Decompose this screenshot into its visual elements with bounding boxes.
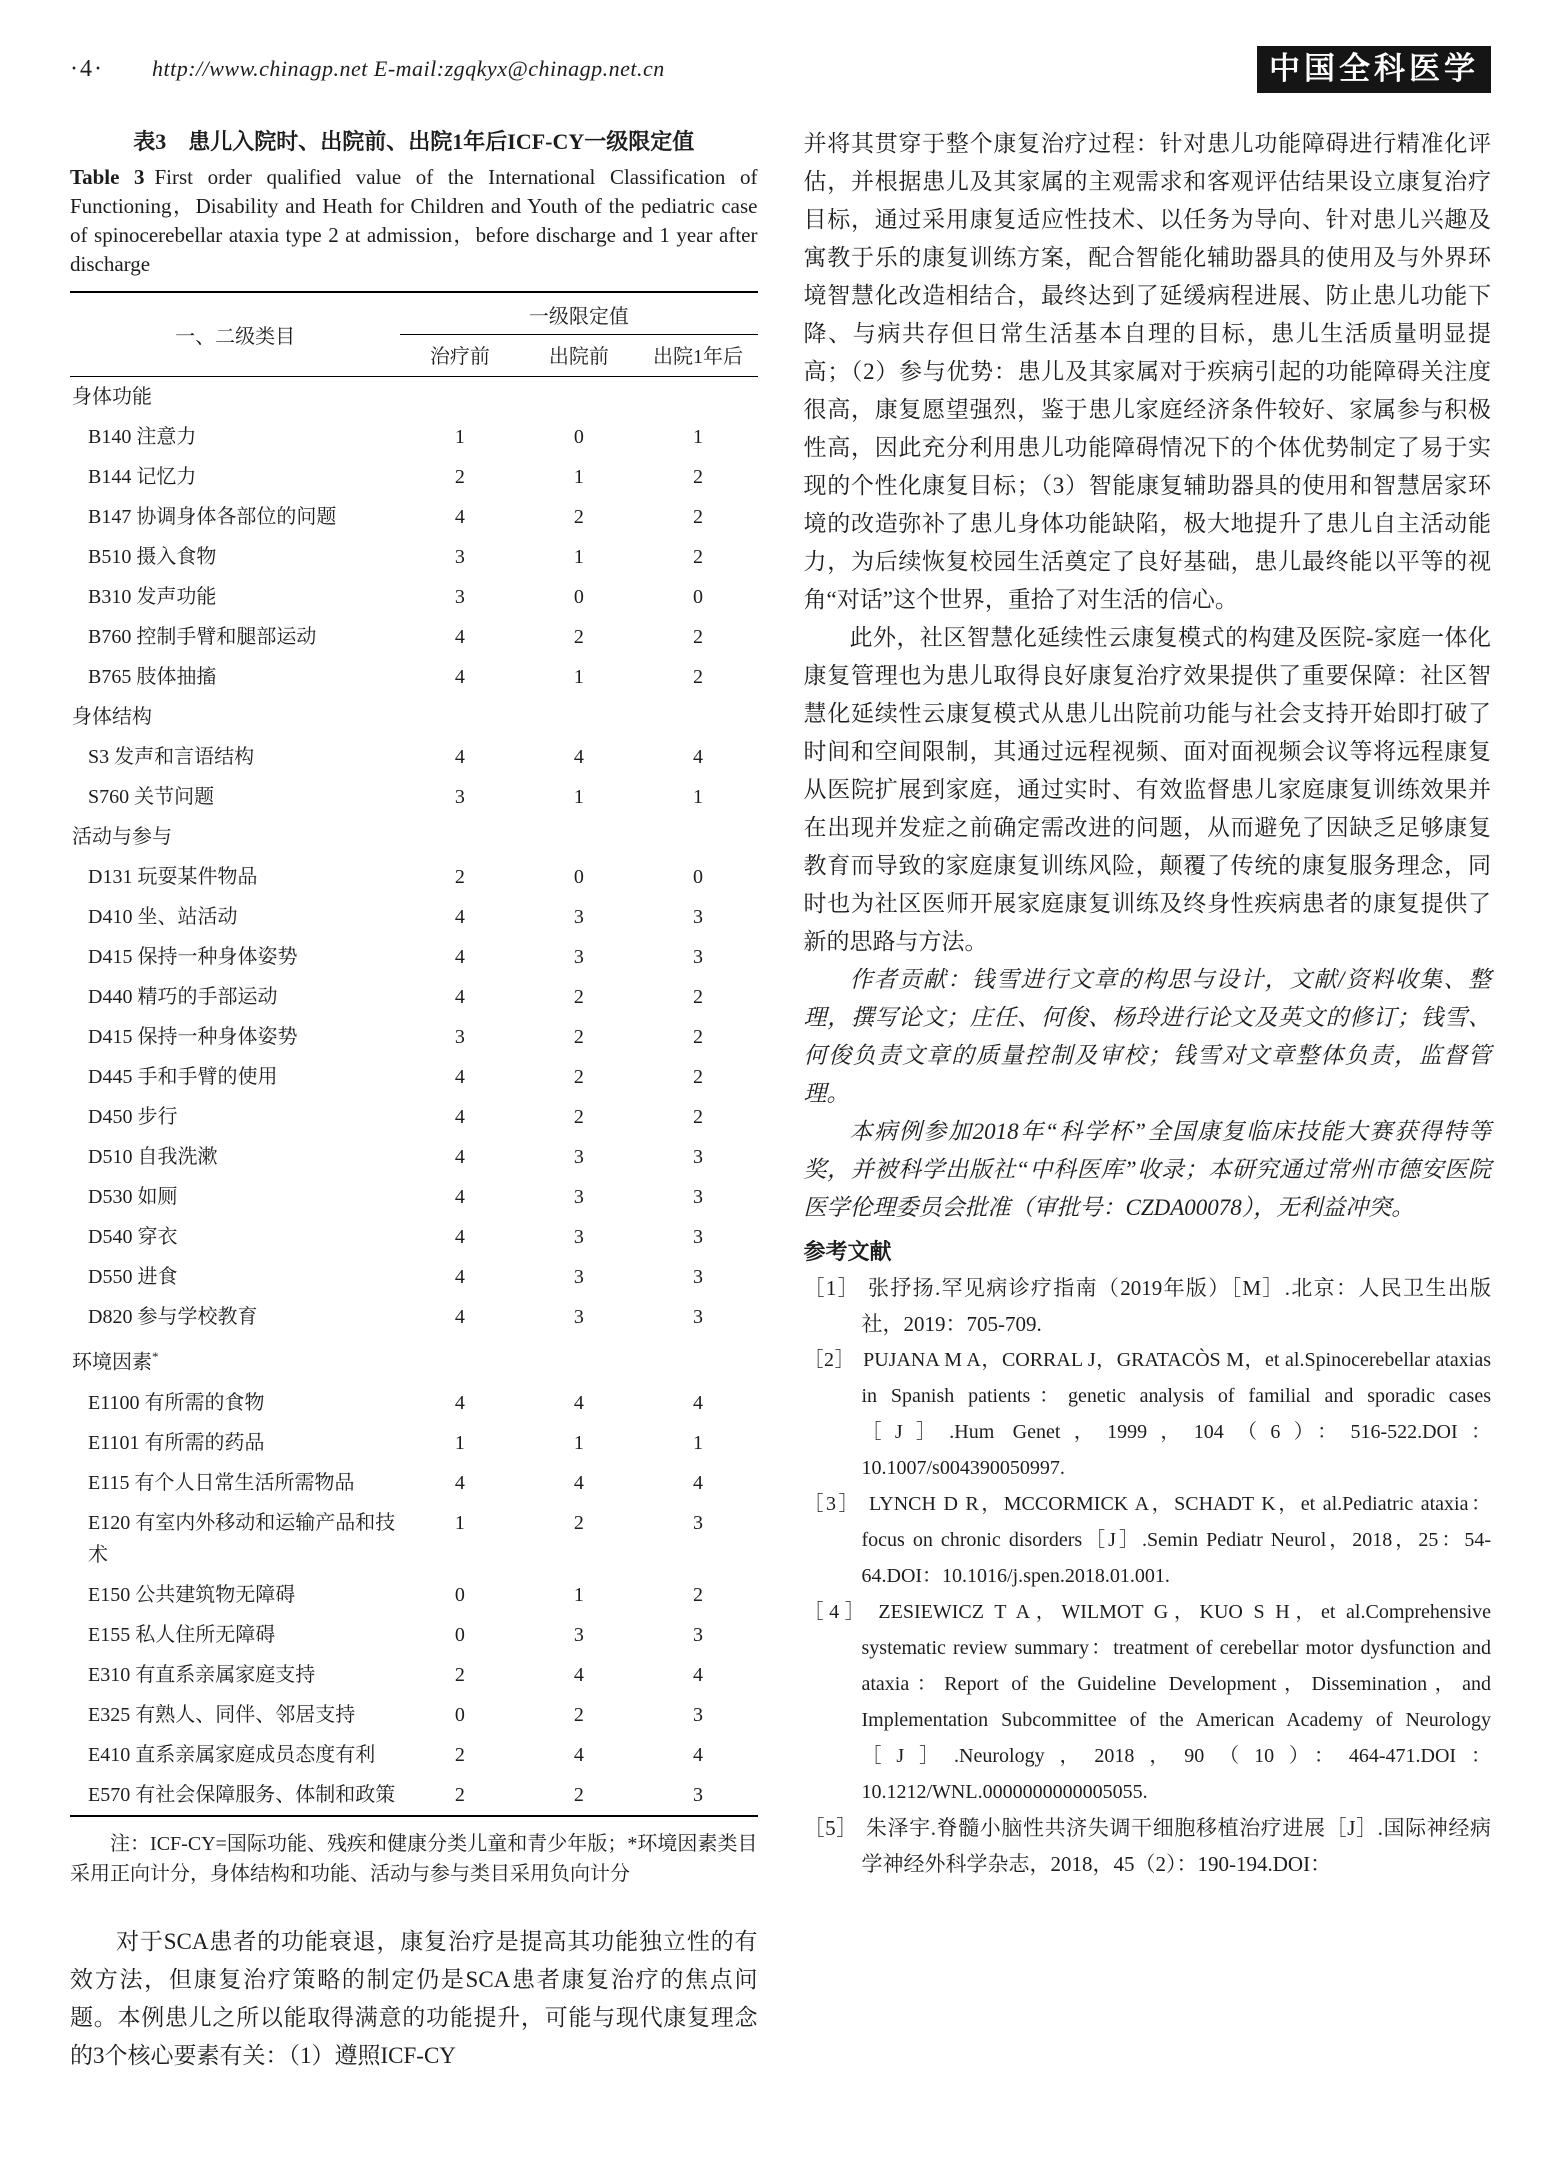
table-data-row xyxy=(70,1383,758,1423)
category-cell: B760 控制手臂和腿部运动 xyxy=(88,626,317,648)
table-data-row xyxy=(70,537,758,577)
journal-logo: 中国全科医学 xyxy=(1257,46,1491,93)
qualifier-value-cell: 1 xyxy=(573,546,584,568)
qualifier-value-cell: 4 xyxy=(692,1663,703,1686)
category-cell: D550 进食 xyxy=(88,1266,178,1288)
qualifier-value-cell: 3 xyxy=(454,586,465,608)
qualifier-value-cell: 2 xyxy=(454,1743,465,1766)
reference-text: LYNCH D R，MCCORMICK A，SCHADT K，et al.Pediatric ataxia：focus on chronic disorders［J］.Semin Pediatr Neurol，2018，25：54-64.DOI：10.1016/j.spen.2018.01.001. xyxy=(861,1493,1491,1587)
statement-paragraph: 本病例参加2018年“科学杯”全国康复临床技能大赛获得特等奖，并被科学出版社“中科医库”收录；本研究通过常州市德安医院医学伦理委员会批准（审批号：CZDA00078），无利益冲突。 xyxy=(803,1119,1491,1220)
table-data-row xyxy=(70,1775,758,1816)
qualifier-value-cell: 0 xyxy=(454,1583,465,1606)
journal-contact-info: http://www.chinagp.net E-mail:zgqkyx@chinagp.net.cn xyxy=(151,56,665,81)
category-cell: D410 坐、站活动 xyxy=(88,906,238,928)
category-cell: S760 关节问题 xyxy=(88,786,215,808)
qualifier-value-cell: 1 xyxy=(573,1583,584,1606)
qualifier-value-cell: 4 xyxy=(454,1471,465,1494)
category-cell: B144 记忆力 xyxy=(88,466,197,488)
qualifier-value-cell xyxy=(638,817,757,857)
table-data-row xyxy=(70,1423,758,1463)
qualifier-value-cell: 3 xyxy=(692,1511,703,1534)
category-cell: E410 直系亲属家庭成员态度有利 xyxy=(88,1743,376,1766)
qualifier-value-cell: 0 xyxy=(573,426,584,448)
qualifier-value-cell xyxy=(400,817,519,857)
category-cell: D415 保持一种身体姿势 xyxy=(88,1026,298,1048)
qualifier-value-cell: 2 xyxy=(692,546,703,568)
qualifier-value-cell: 4 xyxy=(454,666,465,688)
table-data-row xyxy=(70,497,758,537)
statement-paragraph: 作者贡献：钱雪进行文章的构思与设计，文献/资料收集、整理，撰写论文；庄任、何俊、杨玲进行论文及英文的修订；钱雪、何俊负责文章的质量控制及审校；钱雪对文章整体负责，监督管理。 xyxy=(803,967,1491,1106)
table-data-row xyxy=(70,1297,758,1337)
qualifier-value-cell: 0 xyxy=(573,586,584,608)
qualifier-value-cell: 3 xyxy=(573,946,584,968)
qualifier-value-cell: 3 xyxy=(692,1186,703,1208)
column-header-one-year-after: 出院1年后 xyxy=(638,335,757,377)
qualifier-value-cell: 3 xyxy=(692,1266,703,1288)
qualifier-value-cell: 2 xyxy=(692,1066,703,1088)
qualifier-value-cell: 2 xyxy=(454,1663,465,1686)
category-cell: D530 如厕 xyxy=(88,1186,178,1208)
category-cell: 环境因素* xyxy=(72,1349,159,1374)
category-cell: D440 精巧的手部运动 xyxy=(88,986,278,1008)
qualifier-value-cell: 2 xyxy=(692,1583,703,1606)
qualifier-value-cell: 0 xyxy=(454,1623,465,1646)
qualifier-value-cell: 3 xyxy=(573,1226,584,1248)
left-column xyxy=(70,125,758,2075)
qualifier-value-cell: 0 xyxy=(573,866,584,888)
qualifier-value-cell: 4 xyxy=(573,1471,584,1494)
reference-text: 张抒扬.罕见病诊疗指南（2019年版）［M］.北京：人民卫生出版社，2019：705-709. xyxy=(861,1276,1491,1336)
qualifier-value-cell: 1 xyxy=(573,1431,584,1454)
reference-text: PUJANA M A，CORRAL J，GRATACÒS M，et al.Spinocerebellar ataxias in Spanish patients：genetic analysis of familial and sporadic cases［J］.Hum Genet，1999，104（6）：516-522.DOI：10.1007/s004390050997. xyxy=(861,1349,1492,1479)
table-section-row xyxy=(70,697,758,737)
qualifier-value-cell: 3 xyxy=(692,1783,703,1806)
table-section-row xyxy=(70,1337,758,1383)
reference-number: ［3］ xyxy=(803,1493,862,1515)
table-data-row xyxy=(70,1137,758,1177)
qualifier-value-cell: 2 xyxy=(573,626,584,648)
qualifier-value-cell: 3 xyxy=(573,1186,584,1208)
qualifier-value-cell xyxy=(519,377,638,418)
qualifier-value-cell: 2 xyxy=(573,1703,584,1726)
table-data-row xyxy=(70,1217,758,1257)
qualifier-value-cell: 2 xyxy=(692,1026,703,1048)
qualifier-value-cell: 4 xyxy=(454,626,465,648)
qualifier-value-cell: 2 xyxy=(692,666,703,688)
qualifier-value-cell: 1 xyxy=(692,426,703,448)
qualifier-value-cell: 1 xyxy=(692,786,703,808)
qualifier-value-cell: 4 xyxy=(573,1743,584,1766)
qualifier-value-cell: 0 xyxy=(454,1703,465,1726)
qualifier-value-cell: 4 xyxy=(454,746,465,768)
table-caption-en-label: Table 3 xyxy=(70,165,145,189)
qualifier-value-cell: 4 xyxy=(692,1743,703,1766)
footnote-asterisk: * xyxy=(152,1349,159,1364)
qualifier-value-cell: 2 xyxy=(692,1106,703,1128)
right-paragraphs xyxy=(804,125,1492,1227)
table-data-row xyxy=(70,1097,758,1137)
qualifier-value-cell: 1 xyxy=(454,1431,465,1454)
table-data-row xyxy=(70,1695,758,1735)
qualifier-value-cell: 3 xyxy=(692,1306,703,1328)
category-cell: E1101 有所需的药品 xyxy=(88,1431,265,1454)
table-data-row xyxy=(70,977,758,1017)
category-cell: E120 有室内外移动和运输产品和技术 xyxy=(88,1511,396,1566)
category-cell: B140 注意力 xyxy=(88,426,197,448)
qualifier-value-cell: 3 xyxy=(692,1623,703,1646)
body-paragraph: 并将其贯穿于整个康复治疗过程：针对患儿功能障碍进行精准化评估，并根据患儿及其家属的主观需求和客观评估结果设立康复治疗目标，通过采用康复适应性技术、以任务为导向、针对患儿兴趣及寓教于乐的康复训练方案，配合智能化辅助器具的使用及与外界环境智慧化改造相结合，最终达到了延缓病程进展、防止患儿功能下降、与病共存但日常生活基本自理的目标，患儿生活质量明显提高；（2）参与优势：患儿及其家属对于疾病引起的功能障碍关注度很高，康复愿望强烈，鉴于患儿家庭经济条件较好、家属参与积极性高，因此充分利用患儿功能障碍情况下的个体优势制定了易于实现的个性化康复目标；（3）智能康复辅助器具的使用和智慧居家环境的改造弥补了患儿身体功能缺陷，极大地提升了患儿自主活动能力，为后续恢复校园生活奠定了良好基础，患儿最终能以平等的视角“对话”这个世界，重拾了对生活的信心。 xyxy=(803,131,1491,612)
qualifier-value-cell: 4 xyxy=(454,986,465,1008)
table-section-row xyxy=(70,817,758,857)
left-body-paragraph: 对于SCA患者的功能衰退，康复治疗是提高其功能独立性的有效方法，但康复治疗策略的制定仍是SCA患者康复治疗的焦点问题。本例患儿之所以能取得满意的功能提升，可能与现代康复理念的3个核心要素有关：（1）遵照ICF-CY xyxy=(70,1928,758,2068)
qualifier-value-cell: 4 xyxy=(454,946,465,968)
qualifier-value-cell: 2 xyxy=(692,506,703,528)
qualifier-value-cell: 3 xyxy=(573,1623,584,1646)
category-cell: D131 玩耍某件物品 xyxy=(88,866,258,888)
category-cell: 身体功能 xyxy=(72,386,152,408)
qualifier-value-cell: 4 xyxy=(454,1391,465,1414)
references-title: 参考文献 xyxy=(803,1239,892,1264)
qualifier-value-cell: 3 xyxy=(692,1703,703,1726)
table-note: 注：ICF-CY=国际功能、残疾和健康分类儿童和青少年版；*环境因素类目采用正向计分，身体结构和功能、活动与参与类目采用负向计分 xyxy=(70,1832,758,1885)
table-data-row xyxy=(70,1257,758,1297)
qualifier-value-cell: 1 xyxy=(454,1511,465,1534)
category-cell: B147 协调身体各部位的问题 xyxy=(88,506,337,528)
table-data-row xyxy=(70,617,758,657)
table-data-row xyxy=(70,1017,758,1057)
qualifier-value-cell: 1 xyxy=(454,426,465,448)
qualifier-value-cell: 4 xyxy=(454,1146,465,1168)
qualifier-value-cell: 4 xyxy=(454,1106,465,1128)
category-cell: D415 保持一种身体姿势 xyxy=(88,946,298,968)
qualifier-value-cell xyxy=(400,1337,519,1383)
category-cell: E325 有熟人、同伴、邻居支持 xyxy=(88,1703,356,1726)
table-data-row xyxy=(70,1735,758,1775)
reference-number: ［4］ xyxy=(803,1601,871,1623)
qualifier-value-cell: 3 xyxy=(573,1266,584,1288)
table-data-row xyxy=(70,1463,758,1503)
qualifier-value-cell: 2 xyxy=(573,986,584,1008)
right-column xyxy=(804,125,1492,2075)
table-data-row xyxy=(70,1655,758,1695)
qualifier-value-cell: 2 xyxy=(573,1106,584,1128)
qualifier-value-cell: 1 xyxy=(573,466,584,488)
category-cell: S3 发声和言语结构 xyxy=(88,746,255,768)
table-data-row xyxy=(70,1575,758,1615)
qualifier-value-cell: 4 xyxy=(692,1391,703,1414)
qualifier-value-cell: 2 xyxy=(573,1783,584,1806)
table-data-row xyxy=(70,1503,758,1575)
category-cell: D445 手和手臂的使用 xyxy=(88,1066,278,1088)
column-header-pretreatment: 治疗前 xyxy=(400,335,519,377)
table-data-row xyxy=(70,1177,758,1217)
qualifier-value-cell: 4 xyxy=(454,1226,465,1248)
qualifier-value-cell: 3 xyxy=(573,1306,584,1328)
category-cell: E115 有个人日常生活所需物品 xyxy=(88,1471,355,1494)
qualifier-value-cell xyxy=(400,697,519,737)
table-data-row xyxy=(70,897,758,937)
category-cell: B310 发声功能 xyxy=(88,586,217,608)
page-header xyxy=(70,46,1491,93)
qualifier-value-cell: 4 xyxy=(573,1391,584,1414)
qualifier-value-cell: 0 xyxy=(692,866,703,888)
references-list xyxy=(804,1270,1492,1882)
reference-item xyxy=(804,1270,1492,1342)
qualifier-value-cell: 3 xyxy=(454,546,465,568)
table-data-row xyxy=(70,737,758,777)
qualifier-value-cell xyxy=(519,1337,638,1383)
reference-text: ZESIEWICZ T A，WILMOT G，KUO S H，et al.Comprehensive systematic review summary：treatment of cerebellar motor dysfunction and ataxia：Report of the Guideline Development，Dissemination，and Implementation Subcommittee of the American Academy of Neurology［J］.Neurology，2018，90（10）：464-471.DOI：10.1212/WNL.0000000000005055. xyxy=(861,1601,1492,1803)
category-cell: E155 私人住所无障碍 xyxy=(88,1623,276,1646)
table-data-row xyxy=(70,457,758,497)
qualifier-value-cell: 3 xyxy=(454,786,465,808)
qualifier-value-cell: 4 xyxy=(573,1663,584,1686)
qualifier-value-cell: 2 xyxy=(454,1783,465,1806)
qualifier-value-cell: 2 xyxy=(454,466,465,488)
qualifier-value-cell: 4 xyxy=(573,746,584,768)
qualifier-value-cell: 4 xyxy=(454,1186,465,1208)
qualifier-value-cell: 1 xyxy=(573,786,584,808)
qualifier-value-cell: 3 xyxy=(573,906,584,928)
header-left xyxy=(70,56,665,83)
reference-number: ［5］ xyxy=(803,1816,858,1840)
qualifier-value-cell: 3 xyxy=(692,1226,703,1248)
category-cell: D820 参与学校教育 xyxy=(88,1306,258,1328)
qualifier-value-cell: 2 xyxy=(573,506,584,528)
category-cell: B765 肢体抽搐 xyxy=(88,666,217,688)
qualifier-value-cell: 2 xyxy=(454,866,465,888)
table-data-row xyxy=(70,777,758,817)
qualifier-value-cell: 3 xyxy=(454,1026,465,1048)
column-header-predischarge: 出院前 xyxy=(519,335,638,377)
category-cell: B510 摄入食物 xyxy=(88,546,217,568)
category-cell: D540 穿衣 xyxy=(88,1226,178,1248)
qualifier-value-cell xyxy=(638,1337,757,1383)
qualifier-value-cell: 1 xyxy=(692,1431,703,1454)
reference-number: ［1］ xyxy=(803,1276,860,1300)
body-paragraph: 此外，社区智慧化延续性云康复模式的构建及医院-家庭一体化康复管理也为患儿取得良好康复治疗效果提供了重要保障：社区智慧化延续性云康复模式从患儿出院前功能与社会支持开始即打破了时间和空间限制，其通过远程视频、面对面视频会议等将远程康复从医院扩展到家庭，通过实时、有效监督患儿家庭康复训练效果并在出现并发症之前确定需改进的问题，从而避免了因缺乏足够康复教育而导致的家庭康复训练风险，颠覆了传统的康复服务理念，同时也为社区医师开展家庭康复训练及终身性疾病患者的康复提供了新的思路与方法。 xyxy=(803,625,1491,954)
qualifier-value-cell xyxy=(638,697,757,737)
reference-text: 朱泽宇.脊髓小脑性共济失调干细胞移植治疗进展［J］.国际神经病学神经外科学杂志，2018，45（2）：190-194.DOI： xyxy=(861,1816,1492,1876)
table-data-row xyxy=(70,1615,758,1655)
category-cell: 活动与参与 xyxy=(72,826,172,848)
qualifier-value-cell: 3 xyxy=(573,1146,584,1168)
category-cell: E570 有社会保障服务、体制和政策 xyxy=(88,1783,396,1806)
qualifier-value-cell: 3 xyxy=(692,1146,703,1168)
qualifier-value-cell xyxy=(519,697,638,737)
reference-number: ［2］ xyxy=(803,1349,856,1371)
icf-qualifier-table xyxy=(70,291,758,1817)
category-cell: E150 公共建筑物无障碍 xyxy=(88,1583,296,1606)
table-section-row xyxy=(70,377,758,418)
table-data-row xyxy=(70,937,758,977)
qualifier-value-cell: 4 xyxy=(692,746,703,768)
qualifier-value-cell: 2 xyxy=(573,1026,584,1048)
category-cell: D510 自我洗漱 xyxy=(88,1146,218,1168)
qualifier-value-cell: 3 xyxy=(692,946,703,968)
qualifier-value-cell: 4 xyxy=(454,1266,465,1288)
table-data-row xyxy=(70,417,758,457)
table-caption-zh: 表3 患儿入院时、出院前、出院1年后ICF-CY一级限定值 xyxy=(133,129,695,154)
qualifier-value-cell: 2 xyxy=(692,466,703,488)
column-group-header: 一级限定值 xyxy=(400,292,757,335)
table-data-row xyxy=(70,1057,758,1097)
icf-table-body xyxy=(70,377,758,1816)
icf-table-header xyxy=(70,292,758,377)
category-cell: 身体结构 xyxy=(72,706,152,728)
reference-item xyxy=(804,1594,1492,1810)
table-caption-en-text: First order qualified value of the International Classification of Functioning，Disability and Heath for Children and Youth of the pediatric case of spinocerebellar ataxia type 2 at admission，before discharge and 1 year after discharge xyxy=(70,165,758,276)
reference-item xyxy=(804,1486,1492,1594)
qualifier-value-cell: 4 xyxy=(454,1306,465,1328)
qualifier-value-cell: 2 xyxy=(692,626,703,648)
table-data-row xyxy=(70,857,758,897)
qualifier-value-cell: 2 xyxy=(573,1511,584,1534)
qualifier-value-cell: 2 xyxy=(573,1066,584,1088)
qualifier-value-cell xyxy=(638,377,757,418)
qualifier-value-cell: 2 xyxy=(692,986,703,1008)
table-caption-en xyxy=(70,163,758,279)
reference-item xyxy=(804,1810,1492,1882)
table-data-row xyxy=(70,577,758,617)
page-number: ·4· xyxy=(70,56,104,82)
category-cell: E1100 有所需的食物 xyxy=(88,1391,265,1414)
qualifier-value-cell: 0 xyxy=(692,586,703,608)
qualifier-value-cell: 1 xyxy=(573,666,584,688)
two-column-layout xyxy=(70,125,1491,2075)
qualifier-value-cell: 4 xyxy=(454,506,465,528)
qualifier-value-cell xyxy=(400,377,519,418)
category-cell: E310 有直系亲属家庭支持 xyxy=(88,1663,316,1686)
qualifier-value-cell: 3 xyxy=(692,906,703,928)
qualifier-value-cell: 4 xyxy=(454,1066,465,1088)
column-header-category: 一、二级类目 xyxy=(70,292,400,377)
qualifier-value-cell: 4 xyxy=(454,906,465,928)
qualifier-value-cell: 4 xyxy=(692,1471,703,1494)
reference-item xyxy=(804,1342,1492,1486)
qualifier-value-cell xyxy=(519,817,638,857)
category-cell: D450 步行 xyxy=(88,1106,178,1128)
table-data-row xyxy=(70,657,758,697)
